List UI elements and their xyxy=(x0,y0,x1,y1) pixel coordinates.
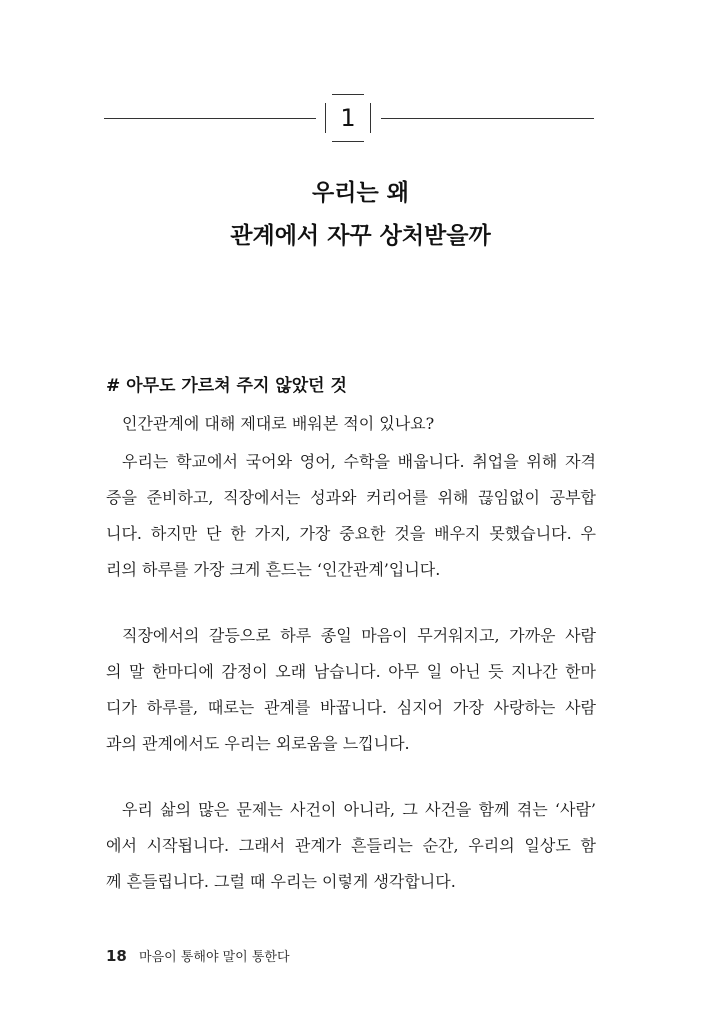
paragraph-line: 우리는 학교에서 국어와 영어, 수학을 배웁니다. 취업을 위해 자격 xyxy=(122,452,596,471)
paragraph-line: 인간관계에 대해 제대로 배워본 적이 있나요? xyxy=(122,414,435,433)
page-footer xyxy=(106,946,290,968)
chapter-number: 1 xyxy=(340,104,356,132)
paragraph-line: 리의 하루를 가장 크게 흔드는 ‘인간관계’입니다. xyxy=(106,560,441,579)
paragraph-line: 우리 삶의 많은 문제는 사건이 아니라, 그 사건을 함께 겪는 ‘사람’ xyxy=(122,800,596,819)
chapter-rule-right xyxy=(381,118,594,119)
paragraph-line: 직장에서의 갈등으로 하루 종일 마음이 무거워지고, 가까운 사람 xyxy=(122,626,596,645)
chapter-title-line-1: 우리는 왜 xyxy=(312,180,409,206)
paragraph-line: 니다. 하지만 단 한 가지, 가장 중요한 것을 배우지 못했습니다. 우 xyxy=(106,524,596,543)
page-number: 18 xyxy=(106,947,127,965)
paragraph-line: 께 흔들립니다. 그럴 때 우리는 이렇게 생각합니다. xyxy=(106,872,456,891)
chapter-number-frame xyxy=(325,94,371,142)
chapter-rule-left xyxy=(104,118,316,119)
running-book-title: 마음이 통해야 말이 통한다 xyxy=(139,950,290,965)
paragraph-line: 디가 하루를, 때로는 관계를 바꿉니다. 심지어 가장 사랑하는 사람 xyxy=(106,698,596,717)
section-heading: # 아무도 가르쳐 주지 않았던 것 xyxy=(106,376,347,396)
paragraph-line: 에서 시작됩니다. 그래서 관계가 흔들리는 순간, 우리의 일상도 함 xyxy=(106,836,596,855)
paragraph-line: 증을 준비하고, 직장에서는 성과와 커리어를 위해 끊임없이 공부합 xyxy=(106,488,596,507)
chapter-title-line-2: 관계에서 자꾸 상처받을까 xyxy=(230,223,491,249)
paragraph-line: 의 말 한마디에 감정이 오래 남습니다. 아무 일 아닌 듯 지나간 한마 xyxy=(106,662,596,681)
paragraph-line: 과의 관계에서도 우리는 외로움을 느낍니다. xyxy=(106,734,410,753)
